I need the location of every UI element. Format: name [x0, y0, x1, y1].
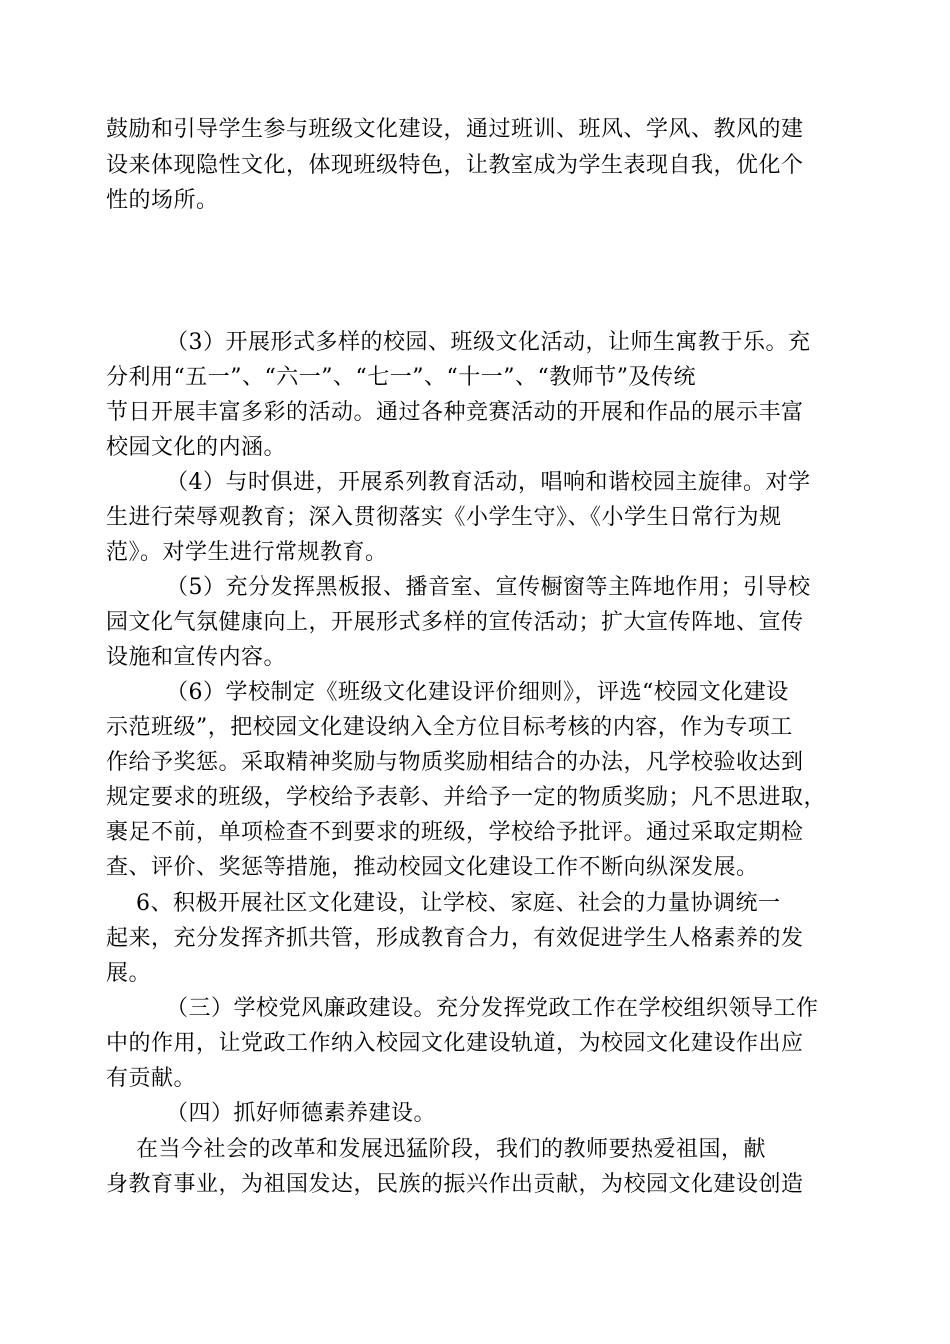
text-line: 展。: [106, 961, 152, 986]
text-line: 生进行荣辱观教育；深入贯彻落实《小学生守》、《小学生日常行为规: [106, 505, 782, 530]
text-line: （4）与时俱进，开展系列教育活动，唱响和谐校园主旋律。对学: [106, 470, 811, 495]
text-line: 设施和宣传内容。: [106, 645, 287, 670]
text-line: 裹足不前，单项检查不到要求的班级，学校给予批评。通过采取定期检: [106, 820, 804, 845]
text-line: （6）学校制定《班级文化建设评价细则》，评选“校园文化建设: [106, 680, 789, 705]
text-line: 起来，充分发挥齐抓共管，形成教育合力，有效促进学生人格素养的发: [106, 926, 804, 951]
text-line: 在当今社会的改革和发展迅猛阶段，我们的教师要热爱祖国，献: [106, 1137, 766, 1162]
text-line: 范》。对学生进行常规教育。: [106, 540, 388, 565]
text-line: 有贡献。: [106, 1066, 197, 1091]
text-line: 设来体现隐性文化，体现班级特色，让教室成为学生表现自我，优化个: [106, 153, 804, 178]
text-line: 规定要求的班级，学校给予表彰、并给予一定的物质奖励；凡不思进取，: [106, 785, 827, 810]
text-line: 节日开展丰富多彩的活动。通过各种竞赛活动的开展和作品的展示丰富: [106, 400, 804, 425]
text-line: 鼓励和引导学生参与班级文化建设，通过班训、班风、学风、教风的建: [106, 117, 804, 142]
text-line: 校园文化的内涵。: [106, 435, 287, 460]
text-line: 6、积极开展社区文化建设，让学校、家庭、社会的力量协调统一: [106, 891, 781, 916]
text-line: 园文化气氛健康向上，开展形式多样的宣传活动；扩大宣传阵地、宣传: [106, 610, 804, 635]
text-line: 中的作用，让党政工作纳入校园文化建设轨道，为校园文化建设作出应: [106, 1031, 804, 1056]
text-line: 身教育事业，为祖国发达，民族的振兴作出贡献，为校园文化建设创造: [106, 1172, 804, 1197]
text-line: 分利用“五一”、“六一”、“七一”、“十一”、“教师节”及传统: [106, 365, 696, 390]
text-line: 示范班级”，把校园文化建设纳入全方位目标考核的内容，作为专项工: [106, 715, 793, 740]
text-line: （5）充分发挥黑板报、播音室、宣传橱窗等主阵地作用；引导校: [106, 575, 811, 600]
text-line: （3）开展形式多样的校园、班级文化活动，让师生寓教于乐。充: [106, 330, 811, 355]
text-line: 作给予奖惩。采取精神奖励与物质奖励相结合的办法，凡学校验收达到: [106, 750, 804, 775]
text-line: （四）抓好师德素养建设。: [106, 1101, 436, 1126]
text-line: （三）学校党风廉政建设。充分发挥党政工作在学校组织领导工作: [106, 996, 819, 1021]
text-line: 性的场所。: [106, 188, 219, 213]
text-line: 查、评价、奖惩等措施，推动校园文化建设工作不断向纵深发展。: [106, 855, 759, 880]
